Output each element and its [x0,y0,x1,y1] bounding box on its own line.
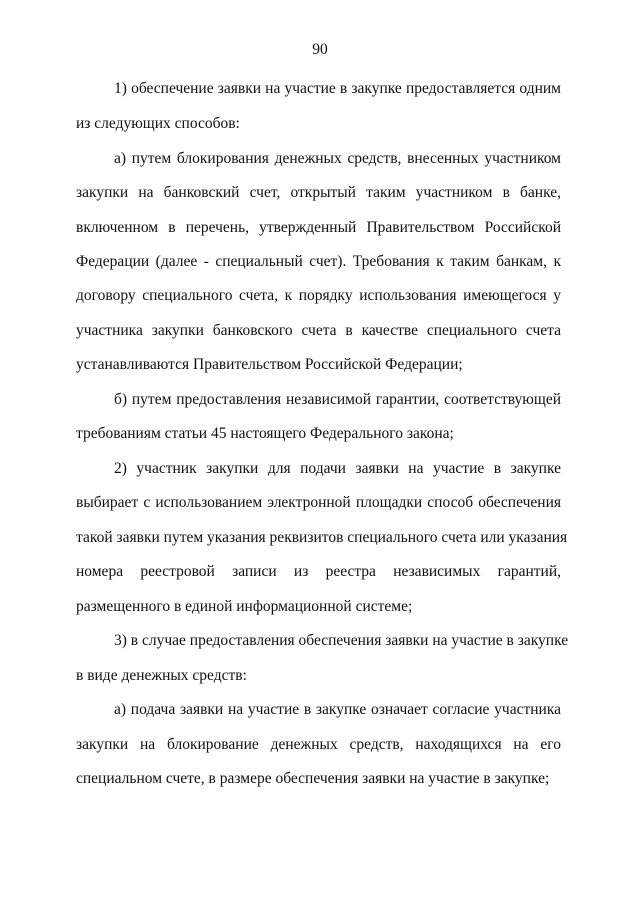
text-line: размещенного в единой информационной системе; [76,598,413,615]
text-line: 2) участник закупки для подачи заявки на участие в закупке [114,460,561,477]
text-line: требованиям статьи 45 настоящего Федерального закона; [76,425,454,442]
text-line: б) путем предоставления независимой гарантии, соответствующей [114,391,561,408]
text-line: закупки на блокирование денежных средств, находящихся на его [76,736,561,753]
text-line: в виде денежных средств: [76,667,247,684]
text-line: специальном счете, в размере обеспечения заявки на участие в закупке; [76,770,550,787]
text-line: договору специального счета, к порядку использования имеющегося у [76,287,561,304]
text-line: 1) обеспечение заявки на участие в закупке предоставляется одним [114,80,561,97]
text-line: номера реестровой записи из реестра независимых гарантий, [76,563,561,580]
text-line: устанавливаются Правительством Российской Федерации; [76,356,463,373]
text-line: 3) в случае предоставления обеспечения заявки на участие в закупке [114,632,569,649]
text-line: Федерации (далее - специальный счет). Требования к таким банкам, к [76,253,561,270]
text-line: участника закупки банковского счета в качестве специального счета [76,322,561,339]
text-line: выбирает с использованием электронной площадки способ обеспечения [76,494,561,511]
text-line: а) путем блокирования денежных средств, внесенных участником [114,150,561,167]
text-line: такой заявки путем указания реквизитов специального счета или указания [76,529,568,546]
text-line: закупки на банковский счет, открытый таким участником в банке, [76,184,561,201]
text-line: а) подача заявки на участие в закупке означает согласие участника [114,701,561,718]
text-line: включенном в перечень, утвержденный Правительством Российской [76,219,561,236]
page-number: 90 [312,41,328,58]
text-line: из следующих способов: [76,115,240,132]
